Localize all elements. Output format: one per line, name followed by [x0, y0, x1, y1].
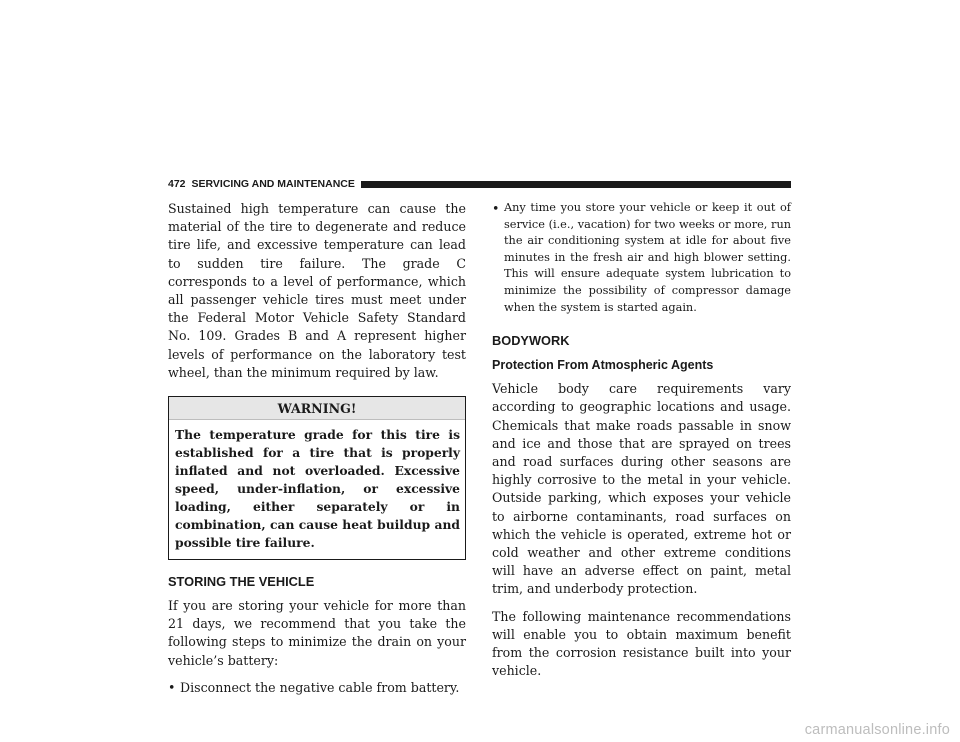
list-item [492, 200, 791, 316]
storing-paragraph: If you are storing your vehicle for more than 21 days, we recommend that you take the following steps to minimize the drain on your vehicle’s battery: [168, 598, 466, 668]
bullet-icon: • [168, 679, 176, 695]
right-column [492, 200, 791, 689]
bullet-text: Disconnect the negative cable from battery. [180, 679, 460, 695]
protection-paragraph: Vehicle body care requirements vary according to geographic locations and usage. Chemicals that make roads passable in snow and ice and those that are sprayed on trees and road surfaces during other seasons are highly corrosive to the metal in your vehicle. Outside parking, which exposes your vehicle to airborne contaminants, road surfaces on which the vehicle is operated, extreme hot or cold weather and other extreme conditions will have an adverse effect on paint, metal trim, and underbody protection. [492, 381, 791, 597]
warning-box [168, 396, 466, 560]
page-header [168, 177, 791, 191]
watermark: carmanualsonline.info [804, 722, 950, 738]
bullet-icon: • [492, 201, 500, 216]
protection-subheading: Protection From Atmospheric Agents [492, 358, 714, 373]
page-number: 472 [168, 178, 186, 190]
storing-heading: STORING THE VEHICLE [168, 574, 315, 590]
list-item [168, 679, 466, 697]
maintenance-paragraph: The following maintenance recommendations will enable you to obtain maximum benefit from the corrosion resistance built into your vehicle. [492, 608, 791, 679]
warning-text: The temperature grade for this tire is established for a tire that is properly inflated and not overloaded. Excessive speed, under-inflation, or excessive loading, either separately or in combination, can cause heat buildup and possible tire failure. [175, 427, 460, 551]
section-title: SERVICING AND MAINTENANCE [191, 178, 355, 190]
intro-paragraph: Sustained high temperature can cause the material of the tire to degenerate and reduce tire life, and excessive temperature can lead to sudden tire failure. The grade C corresponds to a level of performance, which all passenger vehicle tires must meet under the Federal Motor Vehicle Safety Standard No. 109. Grades B and A represent higher levels of performance on the laboratory test wheel, than the minimum required by law. [168, 201, 466, 380]
warning-title: WARNING! [169, 397, 465, 420]
header-rule [361, 181, 791, 188]
left-column [168, 200, 466, 703]
bodywork-heading: BODYWORK [492, 333, 570, 349]
bullet-text: Any time you store your vehicle or keep it out of service (i.e., vacation) for two weeks or more, run the air conditioning system at idle for about five minutes in the fresh air and high blower setting. This will ensure adequate system lubrication to minimize the possibility of compressor damage when the system is started again. [504, 201, 791, 314]
